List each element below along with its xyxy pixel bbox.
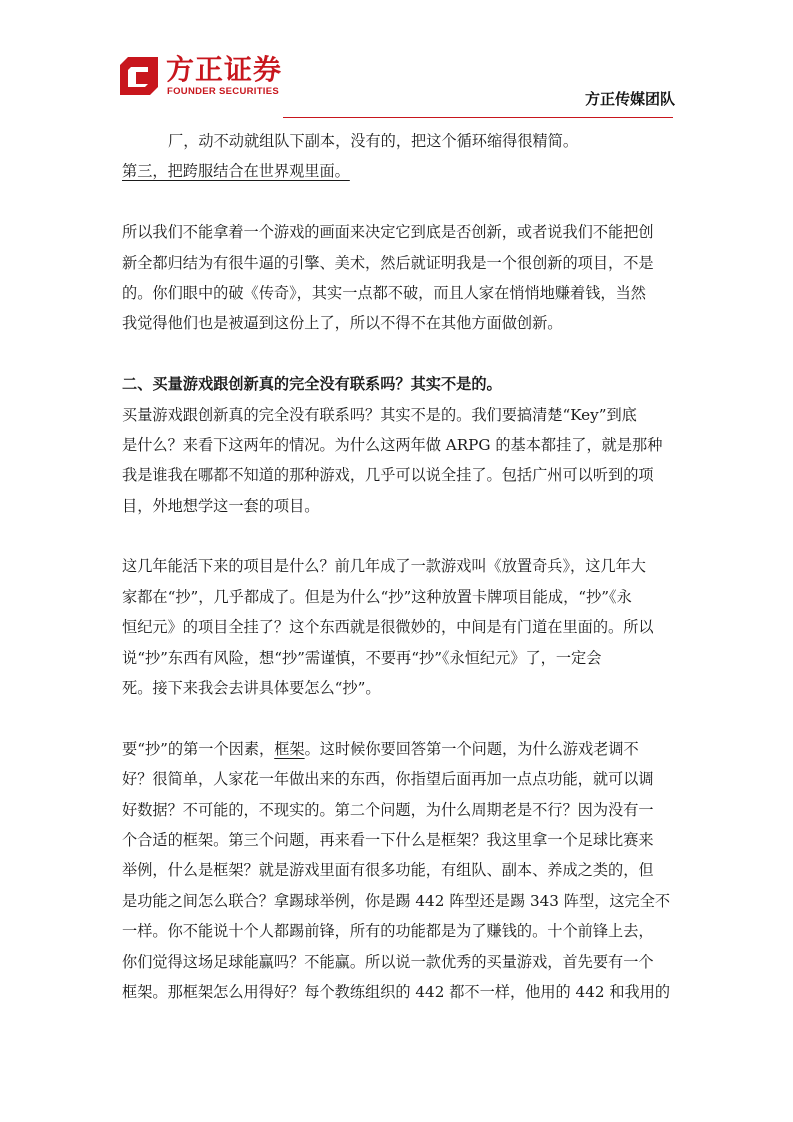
founder-logo-mark-icon [118,55,160,97]
paragraph-line: 我是谁我在哪都不知道的那种游戏，几乎可以说全挂了。包括广州可以听到的项 [122,466,654,485]
paragraph-line: 举例，什么是框架？就是游戏里面有很多功能，有组队、副本、养成之类的，但 [122,861,654,880]
paragraph-line: 新全都归结为有很牛逼的引擎、美术，然后就证明我是一个很创新的项目，不是 [122,253,654,272]
paragraph-line [122,156,678,186]
paragraph-line: 所以我们不能拿着一个游戏的画面来决定它到底是否创新，或者说我们不能把创 [122,223,654,242]
paragraph-line: 死。接下来我会去讲具体要怎么“抄”。 [122,679,381,698]
founder-securities-logo [118,55,298,100]
logo-chinese-name: 方正证券 [166,53,283,86]
blank-line [122,339,678,369]
page-header [0,0,793,125]
section-heading: 二、买量游戏跟创新真的完全没有联系吗？其实不是的。 [122,375,502,394]
paragraph-line: 个合适的框架。第三个问题，再来看一下什么是框架？我这里拿一个足球比赛来 [122,830,654,849]
paragraph-line [122,734,678,764]
logo-english-name: FOUNDER SECURITIES [167,86,280,97]
paragraph-line: 是什么？来看下这两年的情况。为什么这两年做 ARPG 的基本都挂了，就是那种 [122,435,663,454]
blank-line [122,187,678,217]
team-name: 方正传媒团队 [584,90,675,108]
document-body [122,126,678,1007]
paragraph-line: 厂，动不动就组队下副本，没有的，把这个循环缩得很精简。 [168,132,579,150]
underlined-statement: 第三，把跨服结合在世界观里面。 [122,162,350,181]
paragraph-line: 家都在“抄”，几乎都成了。但是为什么“抄”这种放置卡牌项目能成，“抄”《永 [122,587,632,606]
paragraph-line: 框架。那框架怎么用得好？每个教练组织的 442 都不一样，他用的 442 和我用的 [122,982,671,1001]
paragraph-line: 是功能之间怎么联合？拿踢球举例，你是踢 442 阵型还是踢 343 阵型，这完全不 [122,891,671,910]
paragraph-line: 好数据？不可能的，不现实的。第二个问题，为什么周期老是不行？因为没有一 [122,800,654,819]
paragraph-line: 说“抄”东西有风险，想“抄”需谨慎，不要再“抄”《永恒纪元》了，一定会 [122,648,602,667]
paragraph-line: 买量游戏跟创新真的完全没有联系吗？其实不是的。我们要搞清楚“Key”到底 [122,405,637,424]
paragraph-line: 一样。你不能说十个人都踢前锋，所有的功能都是为了赚钱的。十个前锋上去， [122,922,654,941]
underlined-term: 框架 [274,739,305,758]
text-run: 要“抄”的第一个因素， [122,739,275,758]
blank-line [122,703,678,733]
paragraph-line: 你们觉得这场足球能赢吗？不能赢。所以说一款优秀的买量游戏，首先要有一个 [122,952,654,971]
paragraph-line: 恒纪元》的项目全挂了？这个东西就是很微妙的，中间是有门道在里面的。所以 [122,618,654,637]
paragraph-line: 我觉得他们也是被逼到这份上了，所以不得不在其他方面做创新。 [122,314,563,333]
paragraph-line: 这几年能活下来的项目是什么？前几年成了一款游戏叫《放置奇兵》，这几年大 [122,557,646,576]
paragraph-line: 目，外地想学这一套的项目。 [122,496,320,515]
paragraph-line: 好？很简单，人家花一年做出来的东西，你指望后面再加一点点功能，就可以调 [122,770,654,789]
blank-line [122,521,678,551]
text-run: 。这时候你要回答第一个问题，为什么游戏老调不 [304,739,639,758]
header-divider [283,117,673,118]
paragraph-line: 的。你们眼中的破《传奇》，其实一点都不破，而且人家在悄悄地赚着钱，当然 [122,283,646,302]
